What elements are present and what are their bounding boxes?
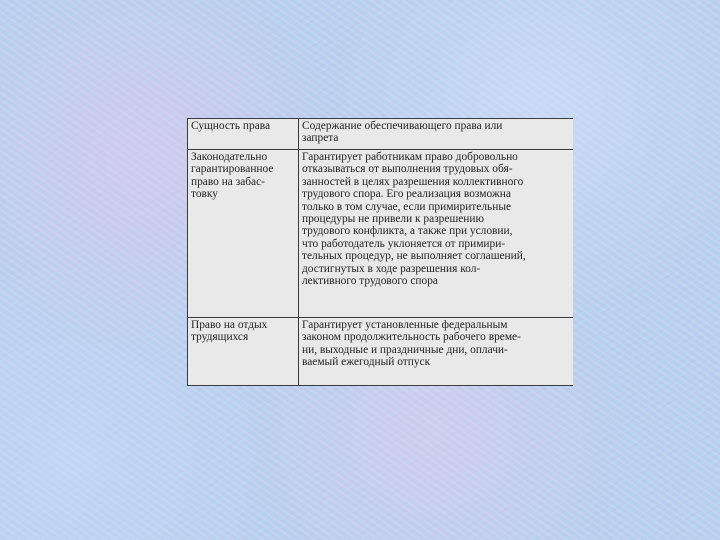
rights-table: [187, 118, 573, 386]
table-row: [188, 318, 574, 386]
header-content-of-right: Содержание обеспечивающего права или запрета: [299, 119, 574, 150]
scanned-table-image: [187, 118, 573, 386]
header-essence-of-right: Сущность права: [188, 119, 299, 150]
cell-right-name: Право на отдых трудящихся: [188, 318, 299, 386]
table-header-row: [188, 119, 574, 150]
cell-right-content: Гарантирует работникам право добровольно отказываться от выполнения трудовых обя- занностей в целях разрешения коллективного трудового спора. Его реализация возможна только в том случае, если примирительные процедуры не привели к разрешению трудового конфликта, а также при условии, что работодатель уклоняется от примири- тельных процедур, не выполняет соглашений, достигнутых в ходе разрешения кол- лективного трудового спора: [299, 150, 574, 318]
cell-right-name: Законодательно гарантированное право на забас- товку: [188, 150, 299, 318]
cell-right-content: Гарантирует установленные федеральным законом продолжительность рабочего време- ни, выходные и праздничные дни, оплачи- ваемый ежегодный отпуск: [299, 318, 574, 386]
table-row: [188, 150, 574, 318]
